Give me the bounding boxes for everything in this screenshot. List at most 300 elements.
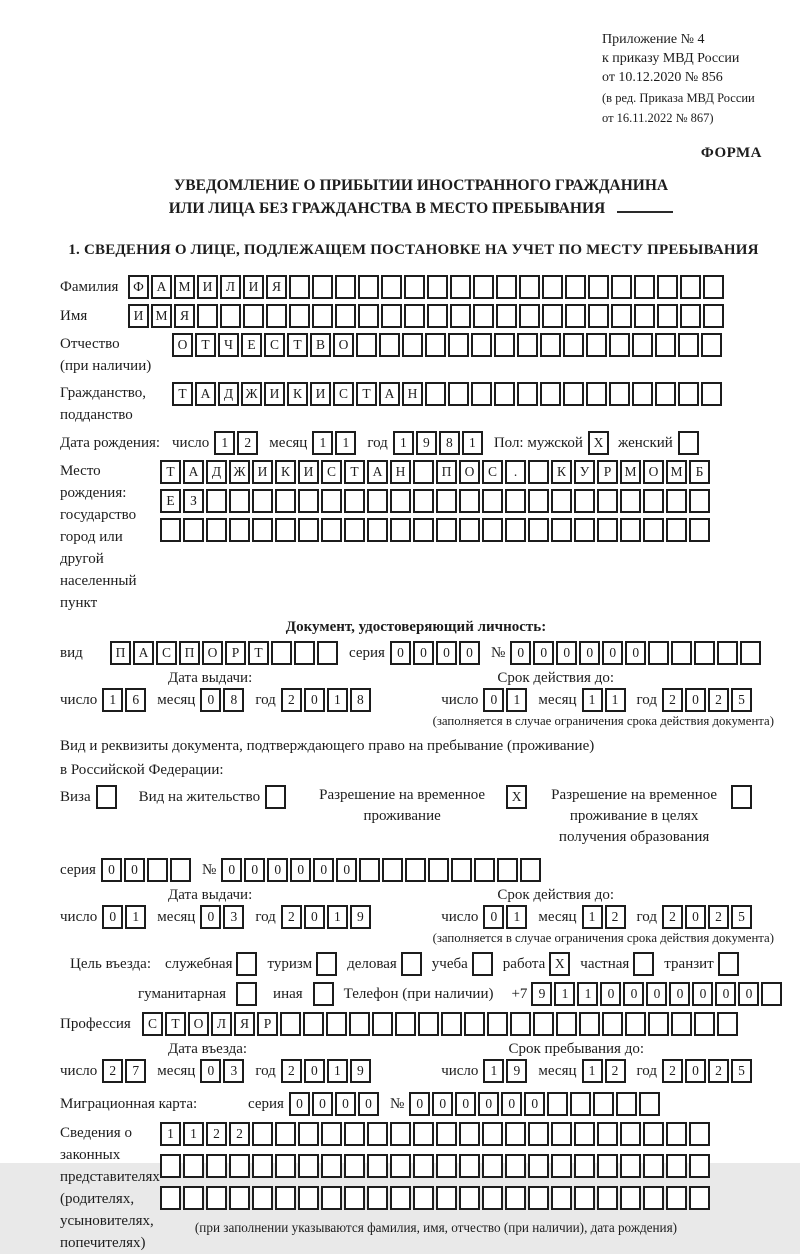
cell[interactable] — [312, 304, 333, 328]
cell[interactable]: 1 — [312, 431, 333, 455]
cell[interactable]: А — [379, 382, 400, 406]
cell[interactable]: 0 — [533, 641, 554, 665]
cell[interactable]: 0 — [289, 1092, 310, 1116]
cell[interactable]: И — [128, 304, 149, 328]
cell[interactable] — [266, 304, 287, 328]
cell[interactable]: 1 — [605, 688, 626, 712]
cell[interactable]: 3 — [223, 905, 244, 929]
cell[interactable]: 1 — [160, 1122, 181, 1146]
cell[interactable]: 0 — [102, 905, 123, 929]
cell[interactable]: 0 — [304, 1059, 325, 1083]
cell[interactable]: 0 — [200, 905, 221, 929]
cell[interactable]: 0 — [336, 858, 357, 882]
cell[interactable]: 9 — [350, 905, 371, 929]
cell[interactable] — [666, 1186, 687, 1210]
cell[interactable] — [547, 1092, 568, 1116]
cell[interactable] — [275, 489, 296, 513]
cell[interactable]: 1 — [506, 688, 527, 712]
cell[interactable]: У — [574, 460, 595, 484]
cell[interactable]: 1 — [483, 1059, 504, 1083]
cell[interactable] — [597, 1154, 618, 1178]
cell[interactable]: 2 — [102, 1059, 123, 1083]
cell[interactable] — [298, 1186, 319, 1210]
cell[interactable]: О — [188, 1012, 209, 1036]
cell[interactable] — [574, 518, 595, 542]
cell[interactable] — [565, 304, 586, 328]
cell[interactable]: 0 — [524, 1092, 545, 1116]
cell[interactable] — [528, 1122, 549, 1146]
cell[interactable]: 2 — [662, 905, 683, 929]
cell[interactable] — [395, 1012, 416, 1036]
cell[interactable] — [505, 1122, 526, 1146]
cell[interactable] — [482, 1186, 503, 1210]
cell[interactable] — [448, 333, 469, 357]
cell[interactable] — [183, 1154, 204, 1178]
cell[interactable]: 0 — [335, 1092, 356, 1116]
cell[interactable] — [464, 1012, 485, 1036]
cell[interactable] — [459, 518, 480, 542]
cell[interactable]: 0 — [738, 982, 759, 1006]
cell[interactable] — [482, 518, 503, 542]
cell[interactable] — [436, 1154, 457, 1178]
cell[interactable] — [494, 333, 515, 357]
cell[interactable] — [367, 1154, 388, 1178]
cell[interactable] — [666, 489, 687, 513]
cell[interactable] — [556, 1012, 577, 1036]
cell[interactable]: 0 — [200, 688, 221, 712]
cell[interactable]: 0 — [436, 641, 457, 665]
cell[interactable] — [379, 333, 400, 357]
cell[interactable] — [436, 489, 457, 513]
cell[interactable]: С — [156, 641, 177, 665]
cell[interactable]: Я — [266, 275, 287, 299]
cell[interactable]: 2 — [281, 688, 302, 712]
cell[interactable]: 2 — [662, 1059, 683, 1083]
cell[interactable] — [298, 1122, 319, 1146]
cell[interactable]: 9 — [531, 982, 552, 1006]
cell[interactable]: 0 — [602, 641, 623, 665]
cell[interactable] — [459, 1122, 480, 1146]
cell[interactable] — [542, 304, 563, 328]
cell[interactable] — [505, 489, 526, 513]
cell[interactable]: З — [183, 489, 204, 513]
cell[interactable]: С — [264, 333, 285, 357]
cell[interactable] — [471, 382, 492, 406]
cell[interactable] — [565, 275, 586, 299]
cell[interactable] — [666, 1154, 687, 1178]
cell[interactable] — [326, 1012, 347, 1036]
cell[interactable] — [482, 1154, 503, 1178]
purpose-business-checkbox[interactable] — [401, 952, 422, 976]
cell[interactable] — [229, 518, 250, 542]
cell[interactable]: Т — [287, 333, 308, 357]
cell[interactable]: А — [183, 460, 204, 484]
cell[interactable] — [321, 489, 342, 513]
cell[interactable] — [473, 275, 494, 299]
cell[interactable] — [183, 1186, 204, 1210]
cell[interactable]: 0 — [669, 982, 690, 1006]
cell[interactable]: Л — [211, 1012, 232, 1036]
cell[interactable] — [505, 1186, 526, 1210]
cell[interactable] — [275, 518, 296, 542]
cell[interactable] — [275, 1186, 296, 1210]
cell[interactable] — [482, 489, 503, 513]
cell[interactable] — [359, 858, 380, 882]
cell[interactable]: Т — [195, 333, 216, 357]
cell[interactable] — [280, 1012, 301, 1036]
cell[interactable] — [252, 1154, 273, 1178]
cell[interactable] — [678, 333, 699, 357]
cell[interactable] — [381, 304, 402, 328]
purpose-tourism-checkbox[interactable] — [316, 952, 337, 976]
cell[interactable] — [229, 1186, 250, 1210]
cell[interactable] — [528, 518, 549, 542]
cell[interactable] — [427, 275, 448, 299]
cell[interactable]: 1 — [183, 1122, 204, 1146]
cell[interactable]: К — [287, 382, 308, 406]
cell[interactable]: 2 — [605, 905, 626, 929]
cell[interactable]: М — [666, 460, 687, 484]
cell[interactable] — [597, 489, 618, 513]
cell[interactable]: 2 — [708, 688, 729, 712]
cell[interactable] — [321, 1122, 342, 1146]
cell[interactable] — [482, 1122, 503, 1146]
cell[interactable]: 1 — [582, 1059, 603, 1083]
cell[interactable]: 3 — [223, 1059, 244, 1083]
cell[interactable]: М — [620, 460, 641, 484]
cell[interactable] — [335, 304, 356, 328]
purpose-private-checkbox[interactable] — [633, 952, 654, 976]
cell[interactable] — [634, 304, 655, 328]
cell[interactable] — [206, 489, 227, 513]
cell[interactable] — [271, 641, 292, 665]
cell[interactable] — [655, 333, 676, 357]
cell[interactable]: 1 — [462, 431, 483, 455]
cell[interactable] — [413, 1186, 434, 1210]
cell[interactable]: О — [643, 460, 664, 484]
cell[interactable] — [321, 518, 342, 542]
cell[interactable]: 0 — [478, 1092, 499, 1116]
purpose-other-checkbox[interactable] — [313, 982, 334, 1006]
cell[interactable] — [551, 1122, 572, 1146]
cell[interactable] — [321, 1186, 342, 1210]
cell[interactable]: 1 — [393, 431, 414, 455]
cell[interactable] — [609, 382, 630, 406]
cell[interactable]: 0 — [409, 1092, 430, 1116]
cell[interactable]: П — [179, 641, 200, 665]
cell[interactable] — [666, 518, 687, 542]
cell[interactable]: 2 — [708, 1059, 729, 1083]
cell[interactable] — [643, 489, 664, 513]
cell[interactable]: Н — [390, 460, 411, 484]
cell[interactable]: 9 — [506, 1059, 527, 1083]
cell[interactable]: Т — [248, 641, 269, 665]
cell[interactable]: 0 — [413, 641, 434, 665]
cell[interactable] — [528, 489, 549, 513]
cell[interactable] — [588, 304, 609, 328]
cell[interactable] — [390, 518, 411, 542]
cell[interactable] — [528, 1154, 549, 1178]
cell[interactable] — [632, 382, 653, 406]
cell[interactable]: 1 — [582, 905, 603, 929]
residence-permit-checkbox[interactable] — [265, 785, 286, 809]
cell[interactable] — [597, 1122, 618, 1146]
cell[interactable] — [390, 489, 411, 513]
cell[interactable] — [390, 1186, 411, 1210]
cell[interactable]: Т — [160, 460, 181, 484]
cell[interactable] — [586, 333, 607, 357]
cell[interactable] — [505, 1154, 526, 1178]
cell[interactable] — [344, 1122, 365, 1146]
cell[interactable]: Я — [174, 304, 195, 328]
cell[interactable]: 2 — [662, 688, 683, 712]
cell[interactable]: В — [310, 333, 331, 357]
cell[interactable] — [648, 1012, 669, 1036]
cell[interactable]: Б — [689, 460, 710, 484]
cell[interactable]: 0 — [483, 688, 504, 712]
cell[interactable]: М — [151, 304, 172, 328]
cell[interactable] — [517, 382, 538, 406]
cell[interactable] — [657, 304, 678, 328]
cell[interactable]: 0 — [510, 641, 531, 665]
cell[interactable] — [616, 1092, 637, 1116]
cell[interactable]: 1 — [506, 905, 527, 929]
cell[interactable] — [170, 858, 191, 882]
purpose-work-checkbox[interactable]: X — [549, 952, 570, 976]
cell[interactable] — [358, 275, 379, 299]
cell[interactable]: А — [151, 275, 172, 299]
cell[interactable] — [321, 1154, 342, 1178]
cell[interactable]: 1 — [327, 1059, 348, 1083]
cell[interactable]: 1 — [335, 431, 356, 455]
cell[interactable]: Т — [356, 382, 377, 406]
cell[interactable]: 1 — [102, 688, 123, 712]
cell[interactable] — [252, 1186, 273, 1210]
cell[interactable] — [551, 518, 572, 542]
cell[interactable] — [229, 489, 250, 513]
cell[interactable] — [701, 333, 722, 357]
cell[interactable] — [160, 1154, 181, 1178]
cell[interactable] — [252, 518, 273, 542]
cell[interactable] — [197, 304, 218, 328]
cell[interactable] — [390, 1154, 411, 1178]
cell[interactable] — [689, 518, 710, 542]
cell[interactable] — [425, 333, 446, 357]
cell[interactable] — [520, 858, 541, 882]
cell[interactable]: С — [321, 460, 342, 484]
cell[interactable]: 0 — [483, 905, 504, 929]
cell[interactable]: И — [264, 382, 285, 406]
cell[interactable]: Ж — [229, 460, 250, 484]
cell[interactable]: 5 — [731, 1059, 752, 1083]
cell[interactable]: 0 — [600, 982, 621, 1006]
cell[interactable] — [655, 382, 676, 406]
cell[interactable] — [344, 518, 365, 542]
cell[interactable] — [451, 858, 472, 882]
cell[interactable] — [381, 275, 402, 299]
cell[interactable]: Т — [165, 1012, 186, 1036]
cell[interactable] — [694, 641, 715, 665]
cell[interactable] — [427, 304, 448, 328]
cell[interactable] — [450, 275, 471, 299]
cell[interactable] — [519, 304, 540, 328]
sex-female-checkbox[interactable] — [678, 431, 699, 455]
cell[interactable]: 0 — [579, 641, 600, 665]
cell[interactable]: 1 — [577, 982, 598, 1006]
cell[interactable] — [510, 1012, 531, 1036]
cell[interactable] — [574, 1122, 595, 1146]
cell[interactable]: Р — [257, 1012, 278, 1036]
cell[interactable]: 0 — [313, 858, 334, 882]
cell[interactable] — [436, 1122, 457, 1146]
cell[interactable]: 9 — [416, 431, 437, 455]
cell[interactable] — [372, 1012, 393, 1036]
cell[interactable]: 0 — [692, 982, 713, 1006]
cell[interactable]: Н — [402, 382, 423, 406]
cell[interactable] — [620, 1186, 641, 1210]
cell[interactable] — [602, 1012, 623, 1036]
cell[interactable] — [344, 1154, 365, 1178]
cell[interactable]: 0 — [501, 1092, 522, 1116]
cell[interactable]: 0 — [646, 982, 667, 1006]
cell[interactable] — [413, 1122, 434, 1146]
cell[interactable] — [505, 518, 526, 542]
cell[interactable]: 0 — [101, 858, 122, 882]
cell[interactable] — [620, 1122, 641, 1146]
cell[interactable]: 1 — [125, 905, 146, 929]
cell[interactable]: 6 — [125, 688, 146, 712]
cell[interactable]: М — [174, 275, 195, 299]
cell[interactable] — [579, 1012, 600, 1036]
cell[interactable] — [367, 489, 388, 513]
cell[interactable]: 0 — [244, 858, 265, 882]
cell[interactable]: 0 — [715, 982, 736, 1006]
cell[interactable]: И — [252, 460, 273, 484]
visa-checkbox[interactable] — [96, 785, 117, 809]
cell[interactable] — [418, 1012, 439, 1036]
cell[interactable]: Р — [597, 460, 618, 484]
cell[interactable] — [542, 275, 563, 299]
cell[interactable] — [459, 489, 480, 513]
cell[interactable]: П — [436, 460, 457, 484]
cell[interactable]: А — [133, 641, 154, 665]
cell[interactable] — [413, 1154, 434, 1178]
purpose-humanitarian-checkbox[interactable] — [236, 982, 257, 1006]
cell[interactable] — [740, 641, 761, 665]
cell[interactable]: О — [459, 460, 480, 484]
cell[interactable]: 0 — [304, 905, 325, 929]
cell[interactable]: 0 — [304, 688, 325, 712]
cell[interactable]: А — [195, 382, 216, 406]
cell[interactable] — [588, 275, 609, 299]
cell[interactable]: И — [197, 275, 218, 299]
cell[interactable]: 0 — [312, 1092, 333, 1116]
cell[interactable]: 9 — [350, 1059, 371, 1083]
cell[interactable] — [206, 1186, 227, 1210]
temp-residence-checkbox[interactable]: X — [506, 785, 527, 809]
cell[interactable] — [689, 489, 710, 513]
cell[interactable] — [703, 275, 724, 299]
cell[interactable] — [252, 1122, 273, 1146]
cell[interactable] — [625, 1012, 646, 1036]
cell[interactable] — [620, 489, 641, 513]
cell[interactable]: 1 — [327, 688, 348, 712]
cell[interactable]: 0 — [267, 858, 288, 882]
cell[interactable]: 0 — [459, 641, 480, 665]
cell[interactable] — [574, 489, 595, 513]
cell[interactable] — [703, 304, 724, 328]
cell[interactable]: Т — [172, 382, 193, 406]
cell[interactable]: 0 — [685, 905, 706, 929]
cell[interactable]: И — [243, 275, 264, 299]
cell[interactable] — [402, 333, 423, 357]
cell[interactable]: 1 — [327, 905, 348, 929]
cell[interactable] — [317, 641, 338, 665]
cell[interactable]: И — [310, 382, 331, 406]
cell[interactable] — [404, 275, 425, 299]
cell[interactable] — [648, 641, 669, 665]
cell[interactable] — [570, 1092, 591, 1116]
cell[interactable] — [448, 382, 469, 406]
cell[interactable] — [206, 518, 227, 542]
cell[interactable]: 0 — [290, 858, 311, 882]
cell[interactable]: 1 — [554, 982, 575, 1006]
cell[interactable] — [344, 1186, 365, 1210]
cell[interactable] — [275, 1154, 296, 1178]
cell[interactable]: 7 — [125, 1059, 146, 1083]
cell[interactable]: Е — [241, 333, 262, 357]
cell[interactable]: 2 — [708, 905, 729, 929]
cell[interactable]: 2 — [237, 431, 258, 455]
cell[interactable] — [586, 382, 607, 406]
cell[interactable] — [533, 1012, 554, 1036]
cell[interactable] — [689, 1122, 710, 1146]
cell[interactable]: Ж — [241, 382, 262, 406]
cell[interactable] — [494, 382, 515, 406]
temp-residence-education-checkbox[interactable] — [731, 785, 752, 809]
cell[interactable]: 8 — [350, 688, 371, 712]
cell[interactable] — [252, 489, 273, 513]
cell[interactable]: Р — [225, 641, 246, 665]
cell[interactable] — [563, 333, 584, 357]
cell[interactable] — [436, 518, 457, 542]
cell[interactable]: 0 — [623, 982, 644, 1006]
cell[interactable]: 0 — [124, 858, 145, 882]
cell[interactable] — [666, 1122, 687, 1146]
cell[interactable] — [593, 1092, 614, 1116]
cell[interactable] — [367, 518, 388, 542]
cell[interactable]: 1 — [214, 431, 235, 455]
cell[interactable] — [611, 275, 632, 299]
cell[interactable] — [717, 641, 738, 665]
cell[interactable] — [717, 1012, 738, 1036]
cell[interactable] — [358, 304, 379, 328]
cell[interactable]: 0 — [390, 641, 411, 665]
cell[interactable] — [574, 1186, 595, 1210]
cell[interactable] — [289, 275, 310, 299]
cell[interactable] — [312, 275, 333, 299]
cell[interactable] — [609, 333, 630, 357]
cell[interactable] — [643, 1122, 664, 1146]
cell[interactable] — [620, 1154, 641, 1178]
cell[interactable]: 1 — [582, 688, 603, 712]
cell[interactable] — [496, 304, 517, 328]
cell[interactable]: О — [202, 641, 223, 665]
cell[interactable]: Д — [206, 460, 227, 484]
cell[interactable] — [425, 382, 446, 406]
cell[interactable]: О — [172, 333, 193, 357]
cell[interactable] — [275, 1122, 296, 1146]
